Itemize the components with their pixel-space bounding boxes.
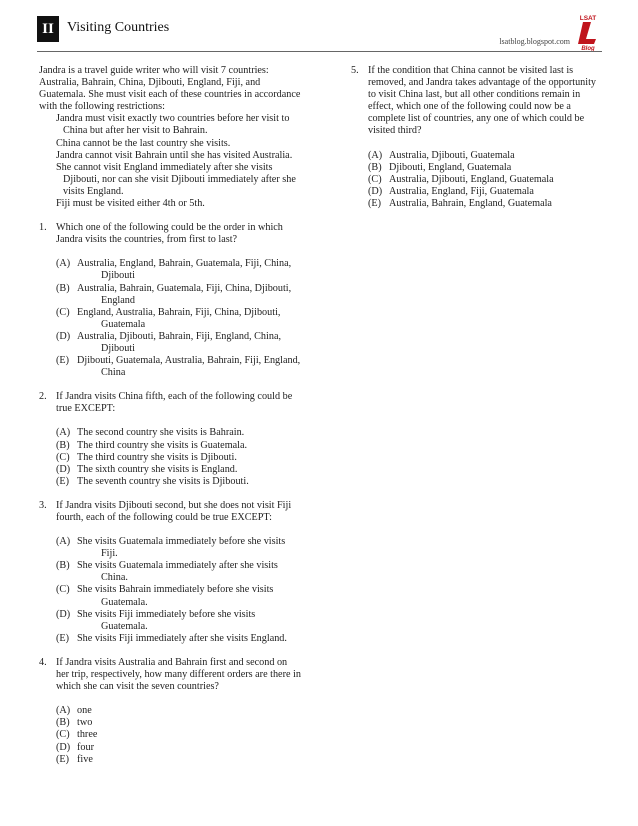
choice-text: She visits Fiji immediately before she visits Guatemala. [77, 608, 256, 632]
logo-text-top: LSAT [579, 15, 597, 22]
choice-text: The third country she visits is Guatemala. [77, 439, 248, 451]
choice-letter: (C) [56, 306, 70, 318]
answer-choice [56, 476, 301, 488]
passage-rule: Jandra must visit exactly two countries before her visit to China but after her visit to Bahrain. [56, 113, 290, 137]
header-divider [37, 51, 602, 52]
choice-text: The third country she visits is Djibouti. [77, 451, 237, 463]
choice-text: four [77, 741, 94, 753]
answer-choice [56, 536, 301, 560]
choice-letter: (A) [56, 536, 71, 548]
passage-rule: Jandra cannot visit Bahrain until she has visited Australia. [56, 149, 293, 161]
question-4 [39, 657, 301, 766]
choice-letter: (D) [56, 463, 71, 475]
choice-letter: (C) [56, 451, 70, 463]
lsat-blog-logo-icon [574, 13, 602, 51]
passage-intro: Jandra is a travel guide writer who will visit 7 countries: Australia, Bahrain, China, Djibouti, England, Fiji, and Guatemala. She must visit each of these countries in accordance with the following restrictions: [39, 65, 301, 113]
answer-choice [56, 440, 301, 452]
choice-text: She visits Guatemala immediately before she visits Fiji. [77, 536, 286, 560]
choice-text: Djibouti, Guatemala, Australia, Bahrain, Fiji, England, China [77, 355, 301, 379]
answer-choice [56, 609, 301, 633]
choice-text: five [77, 753, 93, 765]
answer-choice [368, 162, 596, 174]
answer-choices [56, 705, 301, 765]
choice-text: Australia, Djibouti, Guatemala [389, 149, 515, 161]
choice-letter: (E) [368, 197, 382, 209]
question-number: 5. [351, 65, 359, 76]
answer-choices [368, 150, 596, 210]
logo-text-bottom: Blog [581, 46, 595, 51]
choice-text: three [77, 729, 98, 741]
answer-choice [56, 729, 301, 741]
question-stem [39, 391, 301, 415]
answer-choice [368, 150, 596, 162]
question-text: If Jandra visits Djibouti second, but she does not visit Fiji fourth, each of the following could be true EXCEPT: [56, 499, 292, 523]
choice-letter: (A) [56, 258, 71, 270]
choice-text: The second country she visits is Bahrain. [77, 427, 245, 439]
choice-letter: (B) [56, 439, 70, 451]
passage-rule: She cannot visit England immediately after she visits Djibouti, nor can she visit Djibouti immediately after she visits England. [56, 161, 296, 197]
choice-text: She visits Fiji immediately after she visits England. [77, 632, 287, 644]
choice-letter: (E) [56, 753, 70, 765]
choice-letter: (C) [368, 173, 382, 185]
choice-letter: (A) [56, 705, 71, 717]
answer-choice [56, 742, 301, 754]
choice-letter: (D) [368, 185, 383, 197]
choice-letter: (E) [56, 632, 70, 644]
question-5 [351, 65, 596, 210]
choice-text: Australia, Bahrain, England, Guatemala [389, 197, 552, 209]
question-text: If Jandra visits Australia and Bahrain first and second on her trip, respectively, how many different orders are there in which she can visit the seven countries? [56, 656, 301, 693]
question-number: 2. [39, 391, 47, 403]
choice-letter: (B) [56, 282, 70, 294]
question-1 [39, 222, 301, 379]
choice-letter: (E) [56, 355, 70, 367]
choice-text: She visits Bahrain immediately before she visits Guatemala. [77, 584, 274, 608]
question-number: 4. [39, 656, 47, 668]
answer-choice [56, 258, 301, 282]
choice-text: She visits Guatemala immediately after she visits China. [77, 560, 278, 584]
choice-letter: (B) [368, 161, 382, 173]
choice-text: Djibouti, England, Guatemala [389, 161, 512, 173]
answer-choice [56, 452, 301, 464]
answer-choice [56, 464, 301, 476]
question-text: If Jandra visits China fifth, each of the following could be true EXCEPT: [56, 391, 293, 415]
answer-choice [56, 427, 301, 439]
section-title: Visiting Countries [67, 20, 170, 35]
answer-choice [368, 186, 596, 198]
choice-text: Australia, Bahrain, Guatemala, Fiji, China, Djibouti, England [77, 282, 292, 306]
choice-text: two [77, 717, 93, 729]
choice-letter: (B) [56, 560, 70, 572]
answer-choice [56, 633, 301, 645]
choice-text: The sixth country she visits is England. [77, 463, 238, 475]
answer-choice [368, 174, 596, 186]
question-number: 1. [39, 222, 47, 234]
choice-letter: (C) [56, 584, 70, 596]
choice-letter: (C) [56, 729, 70, 741]
question-stem [39, 500, 301, 524]
answer-choice [56, 717, 301, 729]
choice-letter: (D) [56, 330, 71, 342]
question-number: 3. [39, 499, 47, 511]
passage [39, 65, 301, 210]
answer-choice [56, 584, 301, 608]
answer-choice [56, 560, 301, 584]
choice-text: Australia, Djibouti, Bahrain, Fiji, England, China, Djibouti [77, 330, 282, 354]
choice-text: The seventh country she visits is Djibouti. [77, 475, 249, 487]
choice-letter: (A) [56, 427, 71, 439]
question-stem [39, 657, 301, 693]
left-column [39, 65, 301, 778]
question-text: Which one of the following could be the order in which Jandra visits the countries, from first to last? [56, 222, 283, 246]
choice-text: Australia, England, Fiji, Guatemala [389, 185, 534, 197]
answer-choices [56, 536, 301, 645]
answer-choice [56, 754, 301, 766]
answer-choice [56, 331, 301, 355]
choice-letter: (D) [56, 741, 71, 753]
passage-rule: Fiji must be visited either 4th or 5th. [56, 198, 205, 210]
page-header [37, 13, 602, 49]
choice-text: England, Australia, Bahrain, Fiji, China, Djibouti, Guatemala [77, 306, 281, 330]
right-column [351, 65, 596, 222]
answer-choice [56, 307, 301, 331]
question-2 [39, 391, 301, 488]
answer-choice [56, 705, 301, 717]
choice-text: one [77, 705, 92, 717]
choice-letter: (A) [368, 149, 383, 161]
answer-choice [368, 198, 596, 210]
choice-text: Australia, Djibouti, England, Guatemala [389, 173, 554, 185]
choice-letter: (B) [56, 717, 70, 729]
question-stem [351, 65, 596, 138]
answer-choice [56, 283, 301, 307]
question-text: If the condition that China cannot be visited last is removed, and Jandra takes advantage of the opportunity to visit China last, but all other conditions remain in effect, which one of the following could now be a complete list of countries, any one of which could be visited third? [368, 65, 597, 137]
question-stem [39, 222, 301, 246]
passage-rule: China cannot be the last country she visits. [56, 137, 231, 149]
answer-choices [56, 427, 301, 487]
choice-text: Australia, England, Bahrain, Guatemala, Fiji, China, Djibouti [77, 258, 292, 282]
question-3 [39, 500, 301, 645]
section-number-badge: II [37, 16, 59, 42]
choice-letter: (E) [56, 475, 70, 487]
answer-choices [56, 258, 301, 379]
answer-choice [56, 355, 301, 379]
choice-letter: (D) [56, 608, 71, 620]
site-url: lsatblog.blogspot.com [499, 37, 570, 46]
